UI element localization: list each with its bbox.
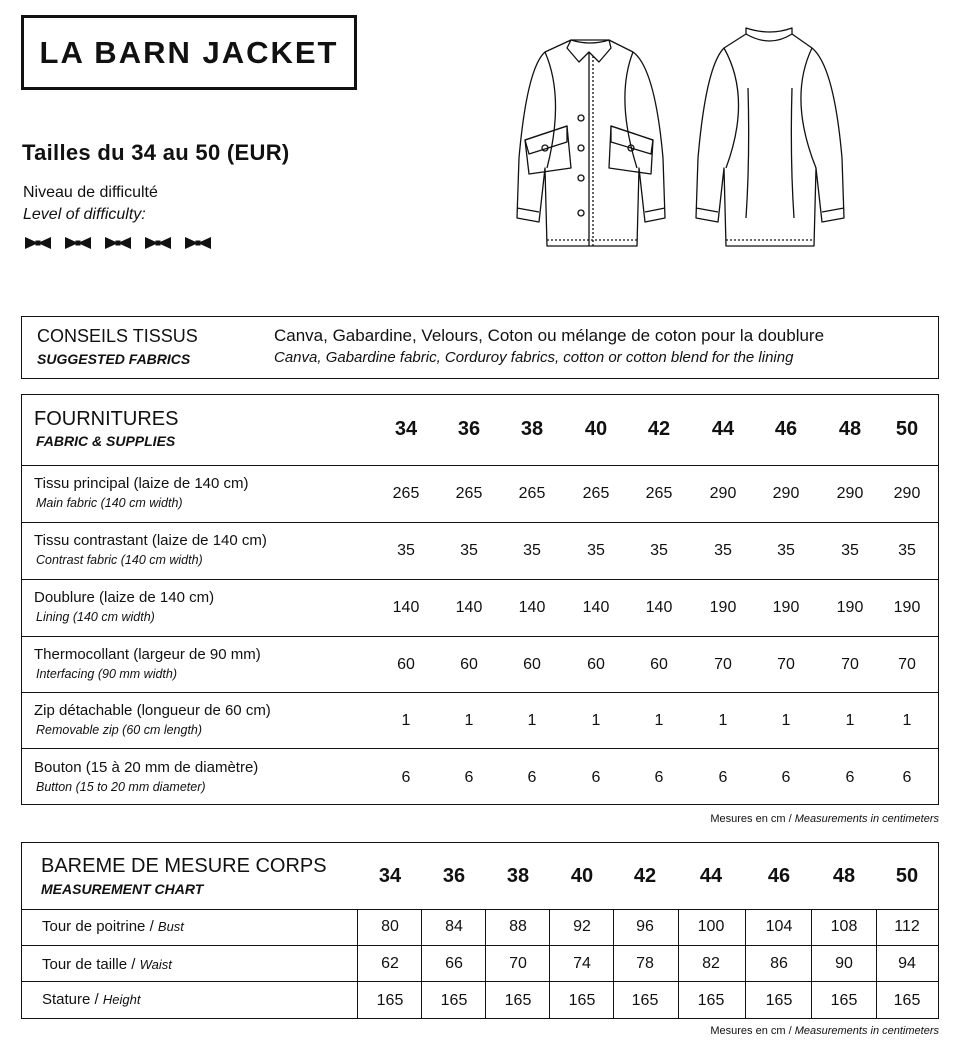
supply-value: 290 <box>709 485 737 502</box>
row-divider <box>22 909 938 910</box>
measurement-value: 165 <box>504 992 532 1009</box>
supply-value: 60 <box>650 656 668 673</box>
measurement-value: 108 <box>830 918 858 935</box>
supply-value: 6 <box>591 769 601 786</box>
supply-value: 1 <box>654 712 664 729</box>
measurement-label-en: Waist <box>139 957 172 972</box>
size-header: 48 <box>838 418 862 440</box>
bow-tie-icon <box>184 235 212 251</box>
supply-value: 140 <box>645 599 673 616</box>
supplies-table <box>21 394 939 805</box>
fabrics-heading-fr: CONSEILS TISSUS <box>37 326 198 346</box>
bow-tie-icon <box>24 235 52 251</box>
supply-label-fr: Doublure (laize de 140 cm) <box>34 589 215 606</box>
measurement-value: 84 <box>445 918 463 935</box>
size-header: 50 <box>895 418 919 440</box>
measurement-value: 165 <box>440 992 468 1009</box>
measurement-heading-en: MEASUREMENT CHART <box>41 881 204 897</box>
row-divider <box>22 465 938 466</box>
row-divider <box>22 981 938 982</box>
supply-value: 1 <box>718 712 728 729</box>
supply-label-en: Removable zip (60 cm length) <box>36 723 203 737</box>
measurement-label-fr: Tour de poitrine / <box>42 918 154 935</box>
size-header: 34 <box>378 865 402 887</box>
column-divider <box>421 909 422 1018</box>
size-header: 46 <box>774 418 798 440</box>
supply-value: 35 <box>397 542 415 559</box>
supply-value: 60 <box>397 656 415 673</box>
measurement-value: 62 <box>381 955 399 972</box>
supply-value: 70 <box>841 656 859 673</box>
row-divider <box>22 692 938 693</box>
size-header: 38 <box>506 865 530 887</box>
supply-value: 265 <box>645 485 673 502</box>
size-header: 38 <box>520 418 544 440</box>
measurement-value: 78 <box>636 955 654 972</box>
supply-label-fr: Bouton (15 à 20 mm de diamètre) <box>34 759 259 776</box>
measurement-value: 165 <box>376 992 404 1009</box>
measurement-value: 96 <box>636 918 654 935</box>
size-header: 36 <box>457 418 481 440</box>
supply-value: 6 <box>401 769 411 786</box>
size-header: 50 <box>895 865 919 887</box>
size-header: 42 <box>647 418 671 440</box>
measurement-label <box>42 991 140 1008</box>
supplies-heading-en: FABRIC & SUPPLIES <box>36 433 176 449</box>
measurement-value: 165 <box>765 992 793 1009</box>
supply-value: 140 <box>455 599 483 616</box>
supply-value: 6 <box>527 769 537 786</box>
units-note <box>710 1025 939 1037</box>
page-title: LA BARN JACKET <box>39 34 339 70</box>
measurement-label <box>42 918 184 935</box>
supply-label-fr: Tissu contrastant (laize de 140 cm) <box>34 532 267 549</box>
supply-value: 35 <box>898 542 916 559</box>
bow-tie-icon <box>64 235 92 251</box>
title-box <box>21 15 357 90</box>
row-divider <box>22 748 938 749</box>
size-header: 46 <box>767 865 791 887</box>
supply-value: 1 <box>845 712 855 729</box>
supply-value: 265 <box>582 485 610 502</box>
supply-value: 6 <box>464 769 474 786</box>
supply-value: 35 <box>460 542 478 559</box>
fabrics-heading-en: SUGGESTED FABRICS <box>37 351 191 367</box>
measurement-chart <box>21 842 939 1019</box>
measurement-value: 165 <box>697 992 725 1009</box>
supply-value: 265 <box>518 485 546 502</box>
column-divider <box>678 909 679 1018</box>
supply-value: 60 <box>523 656 541 673</box>
units-note-fr: Mesures en cm / <box>710 1025 792 1037</box>
supply-value: 35 <box>587 542 605 559</box>
measurement-value: 94 <box>898 955 916 972</box>
column-divider <box>876 909 877 1018</box>
column-divider <box>357 909 358 1018</box>
suggested-fabrics-box <box>21 316 939 379</box>
supply-label-fr: Thermocollant (largeur de 90 mm) <box>34 646 261 663</box>
supply-value: 60 <box>460 656 478 673</box>
supply-value: 70 <box>714 656 732 673</box>
supply-value: 35 <box>650 542 668 559</box>
measurement-value: 70 <box>509 955 527 972</box>
difficulty-rating <box>24 235 212 251</box>
bow-tie-icon <box>104 235 132 251</box>
supply-value: 6 <box>781 769 791 786</box>
measurement-value: 165 <box>568 992 596 1009</box>
supply-value: 70 <box>898 656 916 673</box>
supply-label-fr: Zip détachable (longueur de 60 cm) <box>34 702 271 719</box>
row-divider <box>22 636 938 637</box>
supply-value: 140 <box>582 599 610 616</box>
supply-value: 1 <box>902 712 912 729</box>
size-header: 42 <box>633 865 657 887</box>
supply-value: 290 <box>836 485 864 502</box>
supply-label-en: Lining (140 cm width) <box>36 610 155 624</box>
measurement-value: 100 <box>697 918 725 935</box>
supply-value: 265 <box>455 485 483 502</box>
units-note-en: Measurements in centimeters <box>794 813 939 825</box>
supply-value: 1 <box>591 712 601 729</box>
column-divider <box>745 909 746 1018</box>
supply-value: 140 <box>392 599 420 616</box>
size-header: 48 <box>832 865 856 887</box>
supply-value: 290 <box>893 485 921 502</box>
supply-value: 60 <box>587 656 605 673</box>
measurement-value: 165 <box>830 992 858 1009</box>
row-divider <box>22 522 938 523</box>
supply-value: 35 <box>841 542 859 559</box>
supply-label-en: Button (15 to 20 mm diameter) <box>36 780 206 794</box>
supply-value: 6 <box>845 769 855 786</box>
measurement-value: 66 <box>445 955 463 972</box>
column-divider <box>549 909 550 1018</box>
measurement-value: 80 <box>381 918 399 935</box>
units-note-fr: Mesures en cm / <box>710 813 792 825</box>
supply-label-en: Main fabric (140 cm width) <box>36 496 183 510</box>
supply-value: 190 <box>893 599 921 616</box>
supply-value: 265 <box>392 485 420 502</box>
row-divider <box>22 579 938 580</box>
measurement-label-en: Height <box>102 992 141 1007</box>
measurement-value: 165 <box>893 992 921 1009</box>
size-header: 36 <box>442 865 466 887</box>
jacket-front-illustration <box>505 18 673 250</box>
measurement-value: 86 <box>770 955 788 972</box>
measurement-value: 82 <box>702 955 720 972</box>
fabrics-value-fr: Canva, Gabardine, Velours, Coton ou mélange de coton pour la doublure <box>274 326 825 345</box>
column-divider <box>485 909 486 1018</box>
supply-value: 6 <box>654 769 664 786</box>
column-divider <box>613 909 614 1018</box>
difficulty-label-en: Level of difficulty: <box>23 206 146 223</box>
supply-value: 190 <box>836 599 864 616</box>
supply-value: 190 <box>709 599 737 616</box>
measurement-label-en: Bust <box>157 919 184 934</box>
measurement-value: 112 <box>894 918 920 935</box>
measurement-value: 92 <box>573 918 591 935</box>
supply-value: 35 <box>777 542 795 559</box>
measurement-value: 104 <box>765 918 793 935</box>
supply-value: 1 <box>527 712 537 729</box>
size-header: 40 <box>584 418 608 440</box>
supply-value: 1 <box>464 712 474 729</box>
size-header: 44 <box>699 865 723 887</box>
supply-value: 70 <box>777 656 795 673</box>
measurement-value: 165 <box>631 992 659 1009</box>
supply-value: 6 <box>902 769 912 786</box>
supply-label-en: Interfacing (90 mm width) <box>36 667 178 681</box>
column-divider <box>811 909 812 1018</box>
supply-value: 35 <box>523 542 541 559</box>
supply-label-en: Contrast fabric (140 cm width) <box>36 553 203 567</box>
supplies-heading-fr: FOURNITURES <box>34 408 179 430</box>
sizes-range: Tailles du 34 au 50 (EUR) <box>22 140 290 165</box>
units-note-en: Measurements in centimeters <box>794 1025 939 1037</box>
size-header: 40 <box>570 865 594 887</box>
supply-value: 1 <box>401 712 411 729</box>
supply-value: 190 <box>772 599 800 616</box>
fabrics-value-en: Canva, Gabardine fabric, Corduroy fabrics, cotton or cotton blend for the lining <box>274 349 794 366</box>
bow-tie-icon <box>144 235 172 251</box>
measurement-value: 88 <box>509 918 527 935</box>
measurement-label <box>42 956 172 973</box>
units-note <box>710 813 939 825</box>
supply-label-fr: Tissu principal (laize de 140 cm) <box>34 475 249 492</box>
measurement-value: 90 <box>835 955 853 972</box>
measurement-heading-fr: BAREME DE MESURE CORPS <box>41 855 327 877</box>
size-header: 34 <box>394 418 418 440</box>
supply-value: 35 <box>714 542 732 559</box>
jacket-back-illustration <box>688 18 851 250</box>
supplies-header-row <box>22 395 938 465</box>
measurement-label-fr: Stature / <box>42 991 99 1008</box>
supply-value: 290 <box>772 485 800 502</box>
supply-value: 140 <box>518 599 546 616</box>
row-divider <box>22 945 938 946</box>
supply-value: 6 <box>718 769 728 786</box>
supply-value: 1 <box>781 712 791 729</box>
measurement-label-fr: Tour de taille / <box>42 956 136 973</box>
size-header: 44 <box>711 418 735 440</box>
difficulty-label-fr: Niveau de difficulté <box>23 184 158 201</box>
measurement-value: 74 <box>573 955 591 972</box>
